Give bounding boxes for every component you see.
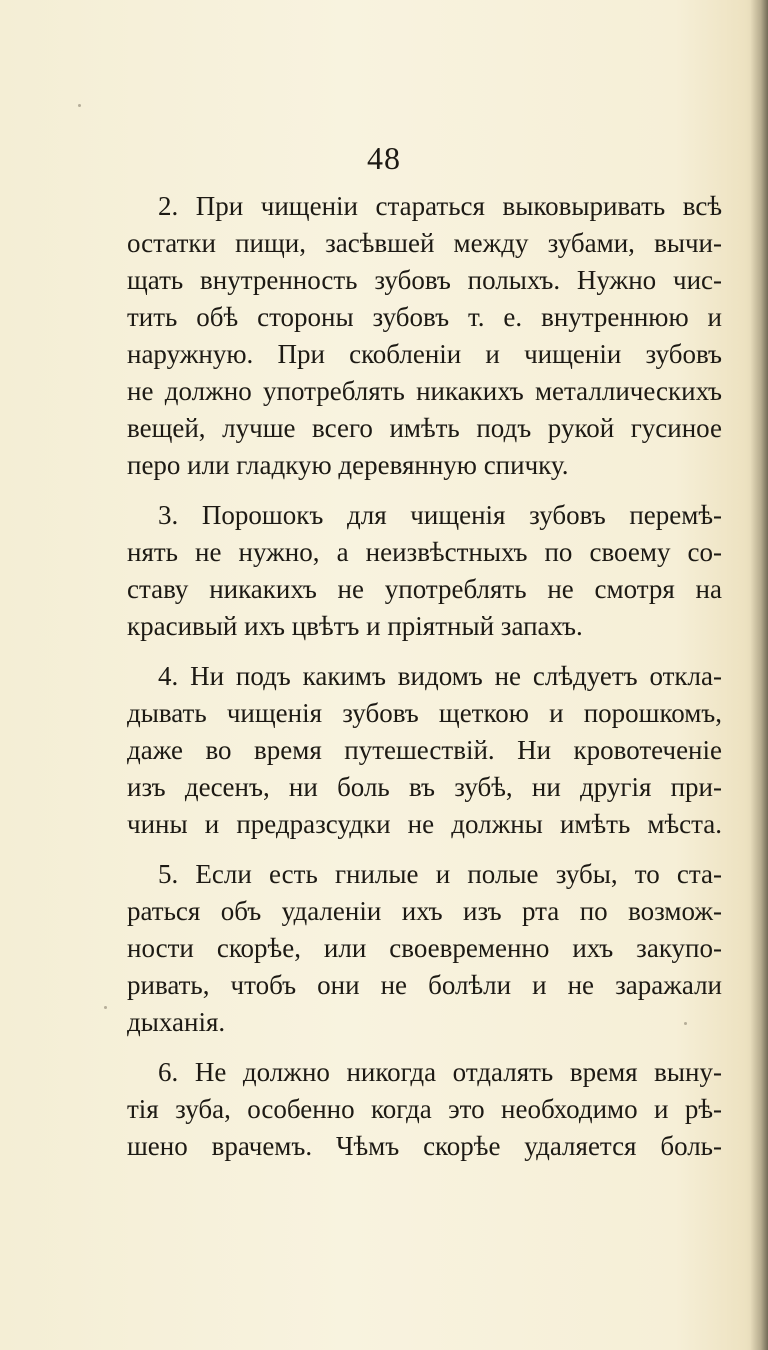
text-line: щать внутренность зубовъ полыхъ. Нужно чис- xyxy=(127,265,722,295)
text-line: дыханiя. xyxy=(127,1007,226,1037)
paragraph-2 xyxy=(127,188,722,484)
text-line: наружную. При скобленiи и чищенiи зубовъ xyxy=(127,339,722,369)
text-line: перо или гладкую деревянную спичку. xyxy=(127,450,569,480)
text-line: даже во время путешествiй. Ни кровотеченiе xyxy=(127,735,722,765)
text-line: раться объ удаленiи ихъ изъ рта по возмож- xyxy=(127,896,722,926)
text-line: 3. Порошокъ для чищенiя зубовъ перемѣ- xyxy=(158,500,722,530)
paragraph-5 xyxy=(127,856,722,1041)
paragraph-6 xyxy=(127,1054,722,1165)
text-line: нять не нужно, а неизвѣстныхъ по своему со- xyxy=(127,537,722,567)
paper-speck xyxy=(104,1006,107,1009)
text-line: 5. Если есть гнилые и полые зубы, то ста- xyxy=(158,859,722,889)
text-line: 6. Не должно никогда отдалять время выну- xyxy=(158,1057,722,1087)
text-line: тить обѣ стороны зубовъ т. е. внутреннюю и xyxy=(127,302,722,332)
text-line: не должно употреблять никакихъ металлическихъ xyxy=(127,376,722,406)
text-line: тiя зуба, особенно когда это необходимо и рѣ- xyxy=(127,1094,722,1124)
body-text xyxy=(127,188,722,1178)
page-edge-shadow xyxy=(750,0,768,1350)
text-line: чины и предразсудки не должны имѣть мѣста. xyxy=(127,809,722,839)
text-line: остатки пищи, засѣвшей между зубами, вычи- xyxy=(127,228,722,258)
paragraph-3 xyxy=(127,497,722,645)
text-line: вещей, лучше всего имѣть подъ рукой гусиное xyxy=(127,413,722,443)
text-line: красивый ихъ цвѣтъ и прiятный запахъ. xyxy=(127,611,583,641)
text-line: 4. Ни подъ какимъ видомъ не слѣдуетъ откла- xyxy=(158,661,722,691)
text-line: дывать чищенiя зубовъ щеткою и порошкомъ, xyxy=(127,698,722,728)
paragraph-4 xyxy=(127,658,722,843)
text-line: ривать, чтобъ они не болѣли и не заражали xyxy=(127,970,722,1000)
page-number: 48 xyxy=(367,140,401,176)
text-line: ставу никакихъ не употреблять не смотря на xyxy=(127,574,722,604)
text-line: изъ деcенъ, ни боль въ зубѣ, ни другiя при- xyxy=(127,772,722,802)
paper-speck xyxy=(78,104,81,107)
text-line: 2. При чищенiи стараться выковыривать всѣ xyxy=(158,191,722,221)
text-line: шено врачемъ. Чѣмъ скорѣе удаляется боль- xyxy=(127,1131,722,1161)
text-line: ности скорѣе, или своевременно ихъ закупо- xyxy=(127,933,722,963)
